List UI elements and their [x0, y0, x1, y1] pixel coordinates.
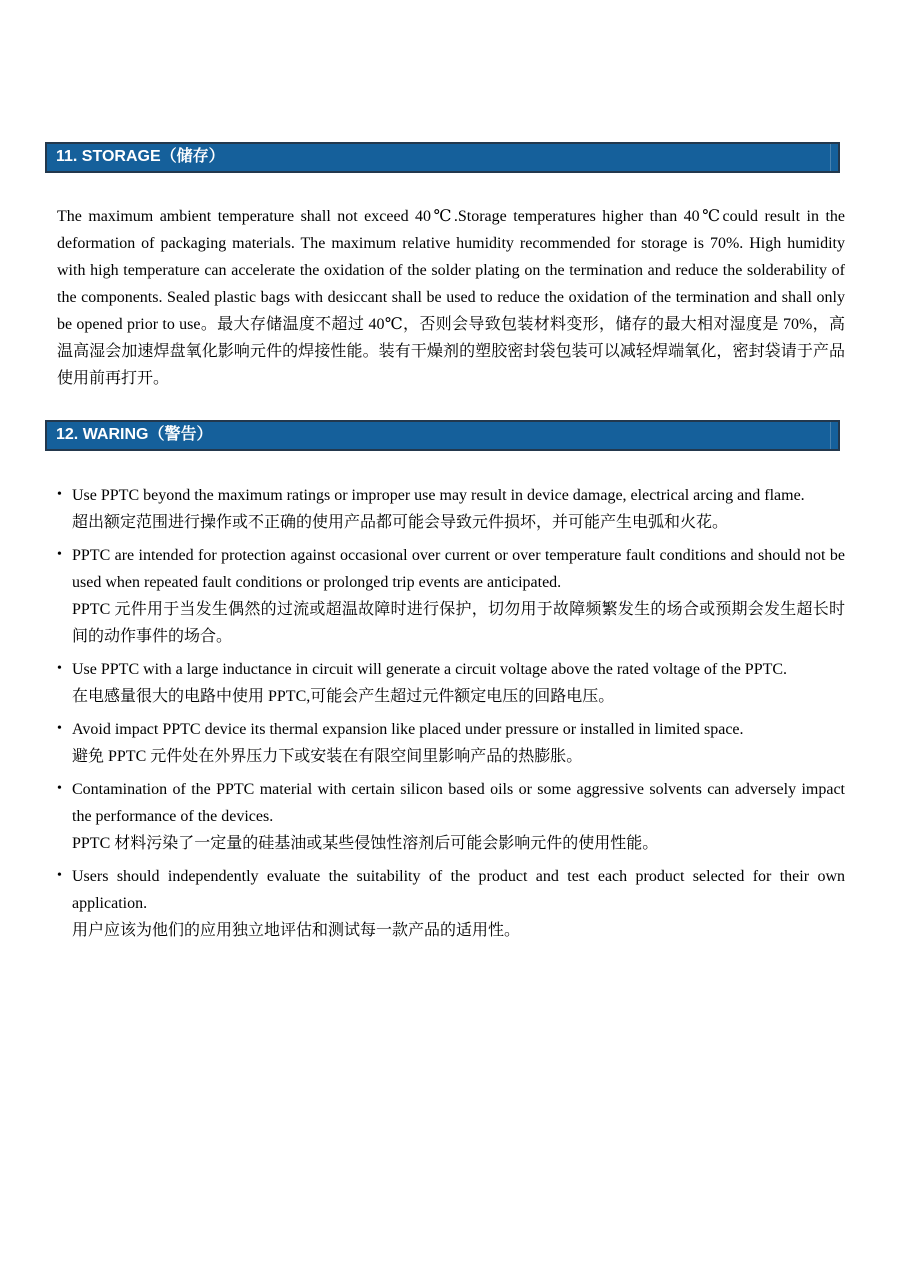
warning-item: [57, 482, 845, 536]
bullet-marker: •: [57, 868, 62, 883]
warning-item-en: PPTC are intended for protection against occasional over current or over temperature fault conditions and should not be used when repeated fault conditions or prolonged trip events are anticipated.: [72, 547, 845, 591]
warning-item: [57, 542, 845, 650]
bullet-marker: •: [57, 781, 62, 796]
storage-paragraph: The maximum ambient temperature shall not exceed 40℃.Storage temperatures higher than 40℃could result in the deformation of packaging materials. The maximum relative humidity recommended for storage is 70%. High humidity with high temperature can accelerate the oxidation of the solder plating on the termination and reduce the solderability of the components. Sealed plastic bags with desiccant shall be used to reduce the oxidation of the termination and shall only be opened prior to use。最大存储温度不超过 40℃，否则会导致包装材料变形，储存的最大相对湿度是 70%，高温高湿会加速焊盘氧化影响元件的焊接性能。装有干燥剂的塑胶密封袋包装可以减轻焊端氧化，密封袋请于产品使用前再打开。: [57, 208, 845, 387]
section-heading-warning-label: 12. WARING（警告）: [56, 426, 213, 443]
warning-item-zh: 避免 PPTC 元件处在外界压力下或安装在有限空间里影响产品的热膨胀。: [72, 748, 583, 765]
bullet-marker: •: [57, 547, 62, 562]
bullet-marker: •: [57, 487, 62, 502]
warning-item-zh: 超出额定范围进行操作或不正确的使用产品都可能会导致元件损坏，并可能产生电弧和火花。: [72, 514, 729, 531]
warning-item-en: Use PPTC beyond the maximum ratings or improper use may result in device damage, electrical arcing and flame.: [72, 487, 805, 504]
warning-item-en: Users should independently evaluate the suitability of the product and test each product selected for their own application.: [72, 868, 845, 912]
heading-bar-highlight: [830, 422, 831, 449]
section-heading-storage: [45, 142, 840, 173]
warning-item: [57, 656, 845, 710]
warning-item: [57, 716, 845, 770]
warning-item: [57, 776, 845, 857]
section-heading-storage-label: 11. STORAGE（储存）: [56, 148, 225, 165]
warning-item-en: Avoid impact PPTC device its thermal expansion like placed under pressure or installed in limited space.: [72, 721, 744, 738]
warning-item-zh: PPTC 元件用于当发生偶然的过流或超温故障时进行保护，切勿用于故障频繁发生的场合或预期会发生超长时间的动作事件的场合。: [72, 601, 845, 645]
bullet-marker: •: [57, 661, 62, 676]
warning-item-zh: PPTC 材料污染了一定量的硅基油或某些侵蚀性溶剂后可能会影响元件的使用性能。: [72, 835, 659, 852]
warning-item-en: Use PPTC with a large inductance in circuit will generate a circuit voltage above the rated voltage of the PPTC.: [72, 661, 788, 678]
warning-item: [57, 863, 845, 944]
heading-bar-highlight: [830, 144, 831, 171]
warning-item-zh: 在电感量很大的电路中使用 PPTC,可能会产生超过元件额定电压的回路电压。: [72, 688, 615, 705]
bullet-marker: •: [57, 721, 62, 736]
section-heading-warning: [45, 420, 840, 451]
warning-item-zh: 用户应该为他们的应用独立地评估和测试每一款产品的适用性。: [72, 922, 521, 939]
warning-list: [57, 482, 845, 944]
warning-item-en: Contamination of the PPTC material with certain silicon based oils or some aggressive solvents can adversely impact the performance of the devices.: [72, 781, 845, 825]
